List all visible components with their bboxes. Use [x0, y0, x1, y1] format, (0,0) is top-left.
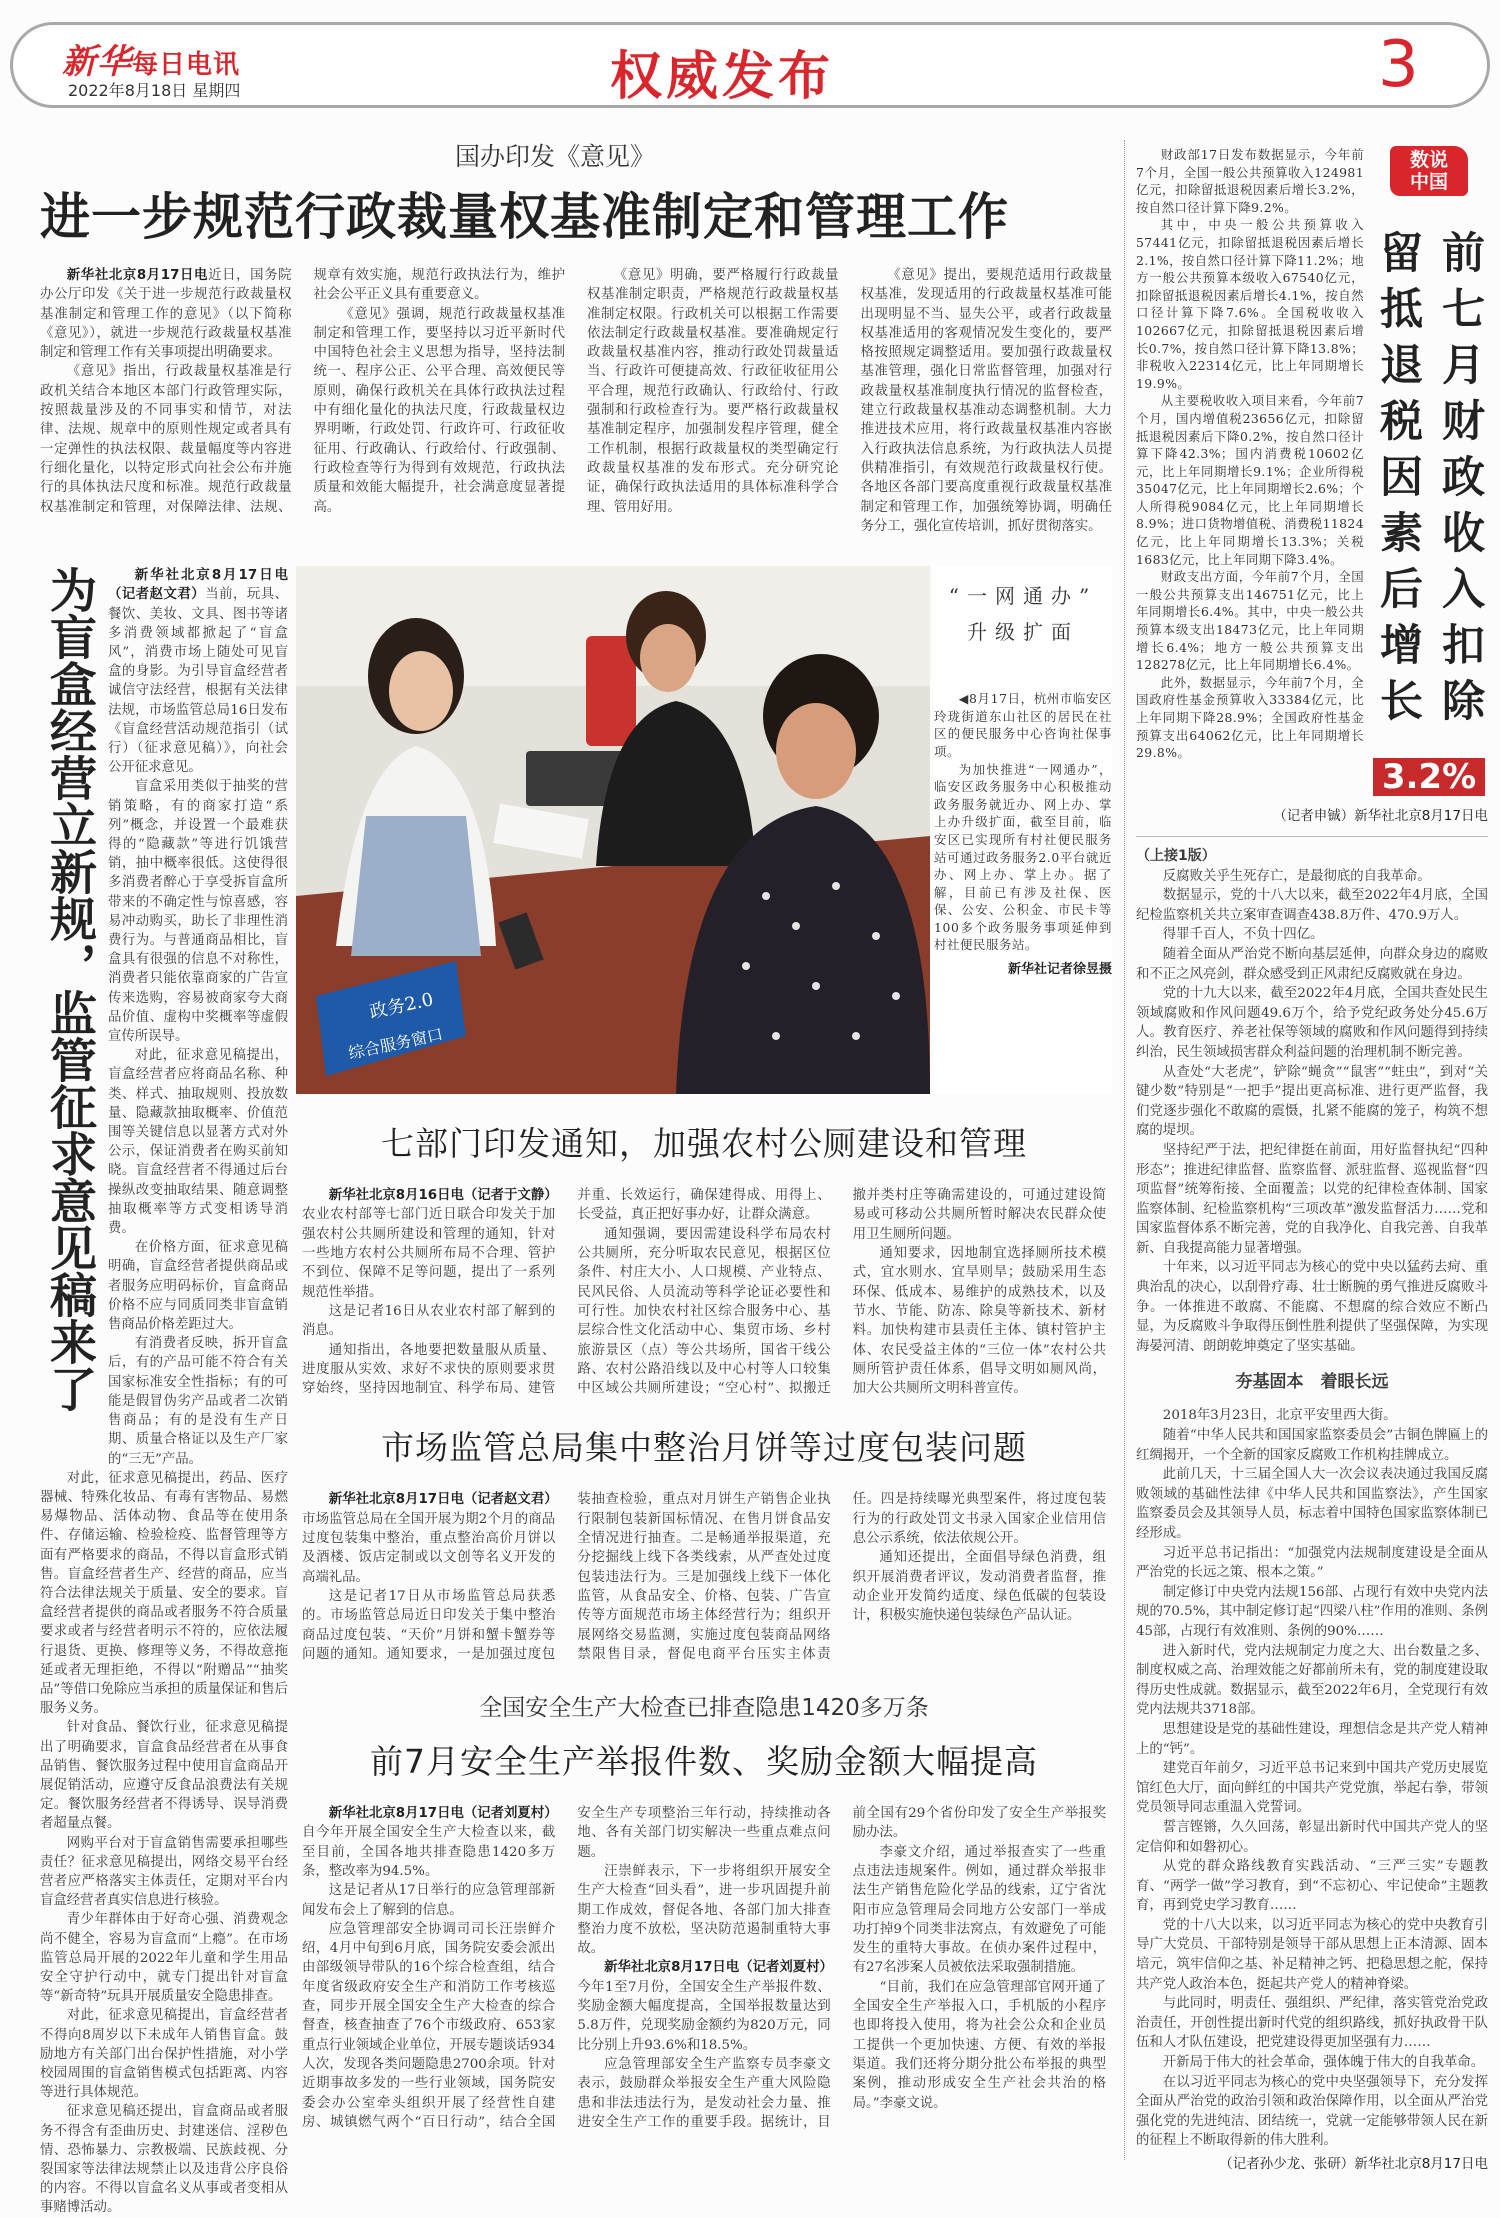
paragraph-text: 《意见》提出，要规范适用行政裁量权基准，发现适用的行政裁量权基准可能出现明显不当、显失公平，或者行政裁量权基准适用的客观情况发生变化的，要严格按照规定调整适用。要加强行政裁量权基准管理，强化日常监督管理，加强对行政裁量权基准制度执行情况的监督检查，建立行政裁量权基准动态调整机制。大力推进技术应用，将行政裁量权基准内容嵌入行政执法信息系统，为行政执法人员提供精准指引，有效规范行政裁量权行使。各地区各部门要高度重视行政裁量权基准制定和管理工作，加强统筹协调，明确任务分工，强化宣传培训，抓好贯彻落实。 — [860, 268, 1112, 534]
paragraph-text: 针对食品、餐饮行业，征求意见稿提出了明确要求，盲盒食品经营者在从事食品销售、餐饮服务过程中使用盲盒商品开展促销活动，应遵守反食品浪费法有关规定。餐饮服务经营者不得诱导、误导消费者超量点餐。 — [40, 1720, 288, 1832]
paragraph-text: 为加快推进“一网通办”，临安区政务服务中心积极推动政务服务就近办、网上办、掌上办升级扩面，截至目前，临安区已实现所有村社便民服务站可通过政务服务2.0平台就近办、网上办、掌上办。据了解，目前已有涉及社保、医保、公安、公积金、市民卡等100多个政务服务事项延伸到村社便民服务站。 — [934, 761, 1112, 953]
paragraph — [1136, 392, 1364, 568]
paragraph-text: 十年来，以习近平同志为核心的党中央以猛药去疴、重典治乱的决心，以刮骨疗毒、壮士断腕的勇气推进反腐败斗争。一体推进不敢腐、不能腐、不想腐的综合效应不断凸显，为反腐败斗争取得压倒性胜利提供了坚强保障，为实现海晏河清、朗朗乾坤奠定了坚实基础。 — [1136, 1260, 1488, 1354]
finance-highlight-figure: 3.2% — [1373, 758, 1485, 796]
paragraph-text: 誓言铿锵，久久回荡，彰显出新时代中国共产党人的坚定信仰和如磐初心。 — [1136, 1819, 1488, 1855]
paragraph — [853, 1978, 1106, 2113]
paragraph — [1136, 1994, 1488, 2053]
paragraph — [1136, 1426, 1488, 1465]
paragraph-text: 通知还提出，全面倡导绿色消费，组织开展消费者评议，发动消费者监督，推动企业开发简约适度、绿色低碳的包装设计，积极实施快递包装绿色产品认证。 — [852, 1550, 1106, 1624]
photo-credit: 新华社记者徐昱摄 — [1007, 962, 1112, 978]
paragraph-text: ◀8月17日，杭州市临安区玲珑街道东山社区的居民在社区的便民服务中心咨询社保事项。 — [934, 691, 1112, 759]
paragraph-text: 这是记者从17日举行的应急管理部新闻发布会上了解到的信息。 — [302, 1883, 556, 1918]
stamp-line: 数说 — [1409, 149, 1448, 171]
paragraph-text: “目前，我们在应急管理部官网开通了全国安全生产举报入口，手机版的小程序也即将投入使用，将为社会公众和企业员工提供一个更加快速、方便、有效的举报渠道。我们还将分期分批公布举报的典型案例，推动形成安全生产社会共治的格局。”李豪文说。 — [852, 1979, 1106, 2111]
paragraph-text: 《意见》指出，行政裁量权基准是行政机关结合本地区本部门行政管理实际，按照裁量涉及的不同事实和情节，对法律、法规、规章中的原则性规定或者具有一定弹性的执法权限、裁量幅度等内容进行细化量化，以特定形式向社会公布并施行的具体执法尺度和标准。规范行政裁量权基准制定和管理，对保障法律、法规、规章有效实施，规范行政执法行为，维护社会公平正义具有重要意义。 — [40, 268, 565, 515]
paragraph-text: 在价格方面，征求意见稿明确，盲盒经营者提供商品或者服务应明码标价，盲盒商品价格不应与同质同类非盲盒销售商品价格差距过大。 — [108, 1240, 288, 1333]
mooncake-body — [302, 1490, 1106, 1664]
paragraph — [1136, 867, 1488, 887]
paragraph — [1136, 1465, 1488, 1543]
paragraph — [40, 1718, 288, 1833]
article1-headline: 进一步规范行政裁量权基准制定和管理工作 — [40, 187, 1009, 246]
paragraph — [1136, 2053, 1488, 2073]
paragraph — [40, 1469, 288, 1719]
paragraph-text: 应急管理部安全生产监察专员李豪文表示，鼓励群众举报安全生产重大风险隐患和非法违法行为，是发动社会力量、推进安全生产工作的重要手段。据统计，目前全国有29个省份印发了安全生产举报奖励办法。 — [577, 1806, 1106, 2130]
paragraph-text: 得罪千百人，不负十四亿。 — [1162, 927, 1324, 943]
finance-credit: （记者申铖）新华社北京8月17日电 — [1273, 808, 1488, 824]
paragraph-text: 建党百年前夕，习近平总书记来到中国共产党历史展览馆红色大厅，面向鲜红的中国共产党党旗，举起右拳，带领党员领导同志重温入党誓词。 — [1136, 1761, 1488, 1816]
logo-subtext: 每日电讯 — [132, 50, 241, 80]
dateline: 新华社北京8月17日电（记者刘夏村） — [604, 1960, 833, 1976]
paragraph-text: 青少年群体由于好奇心强、消费观念尚不健全，容易为盲盒而“上瘾”。在市场监管总局开展的2022年儿童和学生用品安全守护行动中，就专门提出针对盲盒等“新奇特”玩具开展质量安全隐患排查。 — [40, 1912, 288, 2005]
paragraph-text: 农业农村部等七部门近日联合印发关于加强农村公共厕所建设和管理的通知，针对一些地方农村公共厕所布局不合理、管护不到位、保障不足等问题，提出了一系列规范性举措。 — [302, 1207, 556, 1300]
continued-label: （上接1版） — [1136, 848, 1216, 864]
paragraph — [1136, 925, 1488, 945]
paragraph — [314, 305, 566, 517]
dateline: 新华社北京8月17日电（记者赵文君） — [328, 1492, 558, 1508]
paragraph — [1136, 1141, 1488, 1259]
divider — [1136, 836, 1488, 837]
finance-body — [1136, 146, 1364, 762]
section-title: 权威发布 — [610, 46, 835, 107]
paragraph-text: 进入新时代，党内法规制定力度之大、出台数量之多、制度权威之高、治理效能之好都前所未有，党的制度建设取得历史性成就。数据显示，截至2022年6月，全党现行有效党内法规共3718部。 — [1136, 1643, 1488, 1718]
paragraph-text: 从查处“大老虎”，铲除“蝇贪”“鼠害”“蛀虫”，到对“关键少数”特别是“一把手”提出更高标准、进行更严监督，我们党逐步强化不敢腐的震慑，扎紧不能腐的笼子，构筑不想腐的堤坝。 — [1136, 1064, 1488, 1139]
photo-caption — [934, 566, 1112, 1094]
paragraph — [1136, 1063, 1488, 1141]
finance-headline-line1: 前七月财政收入扣除 — [1435, 230, 1485, 734]
paragraph — [1136, 1720, 1488, 1759]
paragraph — [934, 761, 1112, 955]
paragraph — [40, 1834, 288, 1911]
paragraph — [577, 1958, 833, 2054]
paragraph — [40, 2102, 288, 2217]
caption-body — [934, 690, 1112, 954]
article1-kicker: 国办印发《意见》 — [455, 142, 656, 171]
anticorruption-body-1 — [1136, 867, 1488, 1357]
paragraph — [1136, 2073, 1488, 2151]
toilet-headline: 七部门印发通知，加强农村公厕建设和管理 — [381, 1124, 1027, 1164]
paragraph — [1136, 984, 1488, 1062]
paragraph — [1136, 1818, 1488, 1857]
right-column — [1136, 146, 1488, 2175]
dateline: 新华社北京8月16日电（记者于文静） — [328, 1188, 558, 1204]
anticorruption-body-2 — [1136, 1406, 1488, 2151]
paragraph — [1136, 886, 1488, 925]
dateline: 新华社北京8月17日电（记者赵文君） — [108, 568, 288, 603]
paragraph-text: 《意见》强调，规范行政裁量权基准制定和管理工作，要坚持以习近平新时代中国特色社会主义思想为指导，坚持法制统一、程序公正、公平合理、高效便民等原则，确保行政机关在具体行政执法过程中有细化量化的执法尺度，行政裁量权边界明晰，行政处罚、行政许可、行政征收征用、行政确认、行政给付、行政强制、行政检查等行为得到有效规范，行政执法质量和效能大幅提升，社会满意度显著提高。 — [313, 306, 565, 515]
finance-headline — [1375, 230, 1483, 750]
paragraph-text: 当前，玩具、餐饮、美妆、文具、图书等诸多消费领域都掀起了“盲盒风”，消费市场上随处可见盲盒的身影。为引导盲盒经营者诚信守法经营，根据有关法律法规，市场监管总局16日发布《盲盒经营活动规范指引（试行）（征求意见稿）》，向社会公开征求意见。 — [108, 587, 289, 776]
paragraph-text: 党的十八大以来，以习近平同志为核心的党中央教育引导广大党员、干部特别是领导干部从思想上正本清源、固本培元，筑牢信仰之基、补足精神之钙、把稳思想之舵，保持共产党人政治本色，挺起共产党人的精神脊梁。 — [1136, 1917, 1488, 1992]
middle-column — [296, 566, 1112, 2132]
caption-title — [934, 578, 1112, 650]
paragraph-text: 市场监管总局在全国开展为期2个月的商品过度包装集中整治，重点整治高价月饼以及酒楼、饭店定制或以文创等名义开发的高端礼品。 — [302, 1511, 556, 1585]
logo-text: 新华 — [62, 42, 132, 82]
paragraph — [1136, 568, 1364, 674]
paragraph-text: 网购平台对于盲盒销售需要承担哪些责任？征求意见稿提出，网络交易平台经营者应严格落实主体责任，定期对平台内盲盒经营者真实信息进行核验。 — [40, 1835, 288, 1909]
anticorruption-credit: （记者孙少龙、张研）新华社北京8月17日电 — [1219, 2156, 1488, 2172]
dateline: 新华社北京8月17日电 — [66, 268, 209, 283]
paragraph-text: 2018年3月23日，北京平安里西大街。 — [1162, 1408, 1397, 1424]
mooncake-headline: 市场监管总局集中整治月饼等过度包装问题 — [381, 1428, 1027, 1468]
paragraph-text: 盲盒采用类似于抽奖的营销策略，有的商家打造“系列”概念，并设置一个最难获得的“隐藏款”等进行饥饿营销，抽中概率很低。这使得很多消费者醉心于享受拆盲盒所带来的不确定性与惊喜感，容易冲动购买，助长了非理性消费行为。与普通商品相比，盲盒具有很强的信息不对称性，消费者只能依靠商家的广告宣传来选购，容易被商家夸大商品价值、虚构中奖概率等虚假宣传所误导。 — [108, 779, 288, 1045]
sign-text: 综合服务窗口 — [346, 1024, 445, 1064]
paragraph-text: 制定修订中央党内法规156部、占现行有效中央党内法规的70.5%，其中制定修订起“四梁八柱”作用的准则、条例45部，占现行有效准则、条例的90%…… — [1136, 1584, 1488, 1639]
finance-headline-line2: 留抵退税因素后增长 — [1373, 230, 1423, 734]
paragraph-text: 对此，征求意见稿提出，盲盒经营者不得向8周岁以下未成年人销售盲盒。鼓励地方有关部门出台保护性措施，对小学校园周围的盲盒销售模式包括距离、内容等进行具体规范。 — [40, 2008, 288, 2101]
lower-area — [40, 566, 1112, 2217]
paragraph-text: 在以习近平同志为核心的党中央坚强领导下，充分发挥全面从严治党的政治引领和政治保障作用，以全面从严治党强化党的先进纯洁、团结统一，党就一定能够带领人民在新的征程上不断取得新的伟大胜利。 — [1136, 2074, 1488, 2149]
paragraph-text: 其中，中央一般公共预算收入57441亿元，扣除留抵退税因素后增长2.1%，按自然口径计算下降11.2%；地方一般公共预算本级收入67540亿元，扣除留抵退税因素后增长4.1%，按自然口径计算下降7.6%。全国税收收入102667亿元，扣除留抵退税因素后增长0.7%，按自然口径计算下降13.8%；非税收入22314亿元，比上年同期增长19.9%。 — [1136, 217, 1364, 391]
safety-article — [296, 1692, 1112, 2132]
paragraph-text: 开新局于伟大的社会革命，强体魄于伟大的自我革命。 — [1162, 2055, 1485, 2071]
paragraph — [853, 1843, 1106, 1978]
newspaper-logo — [62, 34, 240, 83]
paragraph-text: 这是记者17日从市场监管总局获悉的。市场监管总局近日印发关于集中整治商品过度包装、“天价”月饼和蟹卡蟹券等问题的通知。通知要求，一是加强过度包装抽查检验，重点对月饼生产销售企业执行限制包装新国标情况、在售月饼食品安全情况进行抽查。二是畅通举报渠道，充分挖掘线上线下各类线索，从严查处过度包装违法行为。三是加强线上线下一体化监管，从食品安全、价格、包装、广告宣传等方面规范市场主体经营行为；组织开展网络交易监测，实施过度包装商品网络禁限售目录，督促电商平台压实主体责任。四是持续曝光典型案件，将过度包装行为的行政处罚文书录入国家企业信用信息公示系统，依法依规公开。 — [302, 1492, 1106, 1662]
paragraph — [577, 1862, 830, 1958]
paragraph — [587, 266, 839, 517]
issue-date: 2022年8月18日 星期四 — [68, 81, 241, 100]
paragraph — [40, 266, 292, 362]
paragraph-text: 此前几天，十三届全国人大一次会议表决通过我国反腐败领域的基础性法律《中华人民共和国监察法》，产生国家监察委员会及其领导人员，标志着中国特色国家监察体制已经形成。 — [1136, 1467, 1488, 1541]
toilet-body — [302, 1186, 1106, 1398]
paragraph — [1136, 945, 1488, 984]
paragraph-text: 通知指出，各地要把数量服从质量、进度服从实效、求好不求快的原则要求贯穿始终，坚持因地制宜、科学布局、建管并重、长效运行，确保建得成、用得上、长受益，真正把好事办好，让群众满意。 — [302, 1188, 831, 1397]
paragraph-text: 李豪文介绍，通过举报查实了一些重点违法违规案件。例如，通过群众举报非法生产销售危险化学品的线索，辽宁省沈阳市应急管理局会同地方公安部门一举成功打掉9个同类非法窝点，有效避免了可能发生的重特大事故。在侦办案件过程中，有27名涉案人员被依法采取强制措施。 — [852, 1844, 1106, 1976]
paragraph-text: 财政部17日发布数据显示，今年前7个月，全国一般公共预算收入124981亿元，扣除留抵退税因素后增长3.2%，按自然口径计算下降9.2%。 — [1136, 147, 1364, 215]
column-divider — [1124, 140, 1125, 2160]
safety-body — [302, 1804, 1106, 2132]
stamp-line: 中国 — [1409, 171, 1448, 193]
safety-headline: 前7月安全生产举报件数、奖励金额大幅提高 — [370, 1742, 1038, 1782]
toilet-article — [296, 1122, 1112, 1398]
caption-title-line: “一网通办” — [948, 584, 1098, 609]
dateline: 新华社北京8月17日电（记者刘夏村） — [328, 1806, 558, 1822]
paragraph-text: 自今年开展全国安全生产大检查以来，截至目前，全国各地共排查隐患1420多万条，整改率为94.5%。 — [302, 1825, 556, 1879]
paragraph-text: 对此，征求意见稿提出，药品、医疗器械、特殊化妆品、有毒有害物品、易燃易爆物品、活体动物、食品等在使用条件、存储运输、检验检疫、监督管理等方面有严格要求的商品，不得以盲盒形式销售。盲盒经营者生产、经营的商品，应当符合法律法规关于质量、安全的要求。盲盒经营者提供的商品或者服务不符合质量要求或者与经营者明示不符的，应依法履行退货、更换、修理等义务，不得故意拖延或者无理拒绝，不得以“附赠品”“抽奖品”等借口免除应当承担的质量保证和售后服务义务。 — [40, 1470, 288, 1717]
paragraph-text: 习近平总书记指出：“加强党内法规制度建设是全面从严治党的长远之策、根本之策。” — [1136, 1545, 1488, 1581]
paragraph-text: 汪崇鲜表示，下一步将组织开展安全生产大检查“回头看”，进一步巩固提升前期工作成效，督促各地、各部门加大排查整治力度不放松，坚决防范遏制重特大事故。 — [577, 1863, 831, 1957]
paragraph-text: 近日，国务院办公厅印发《关于进一步规范行政裁量权基准制定和管理工作的意见》（以下简称《意见》），就进一步规范行政裁量权基准制定和管理工作有关事项提出明确要求。 — [40, 268, 292, 361]
paragraph — [1136, 1258, 1488, 1356]
paragraph-text: 数据显示，党的十八大以来，截至2022年4月底，全国纪检监察机关共立案审查调查438.8万件、470.9万人。 — [1136, 888, 1488, 923]
shushuo-zhongguo-stamp — [1390, 146, 1468, 196]
page-number: 3 — [1378, 28, 1419, 102]
paragraph — [1136, 1759, 1488, 1818]
paragraph-text: 思想建设是党的基础性建设，理想信念是共产党人精神上的“钙”。 — [1136, 1721, 1488, 1757]
paragraph-text: 《意见》明确，要严格履行行政裁量权基准制定职责，严格规范行政裁量权基准制定权限。行政机关可以根据工作需要依法制定行政裁量权基准。要准确规定行政裁量权基准内容，推动行政处罚裁量适当、行政许可便捷高效、行政征收征用公平合理，规范行政确认、行政给付、行政强制和行政检查行为。要严格行政裁量权基准制定程序，加强制发程序管理，健全工作机制，根据行政裁量权的类型确定行政裁量权基准的发布形式。充分研究论证，确保行政执法适用的具体标准科学合理、管用好用。 — [587, 268, 839, 515]
safety-subtitle: 全国安全生产大检查已排查隐患1420多万条 — [479, 1695, 929, 1722]
paragraph-text: 这是记者16日从农业农村部了解到的消息。 — [302, 1303, 556, 1339]
mooncake-article — [296, 1426, 1112, 1664]
paragraph — [1136, 146, 1364, 216]
paragraph-text: 从主要税收收入项目来看，今年前7个月，国内增值税23656亿元，扣除留抵退税因素后下降0.2%，按自然口径计算下降42.3%；国内消费税10602亿元，比上年同期增长9.1%；企业所得税35047亿元，比上年同期增长2.6%；个人所得税9084亿元，比上年同期增长8.9%；进口货物增值税、消费税11824亿元，比上年同期增长13.3%；关税1683亿元，比上年同期下降3.4%。 — [1136, 393, 1364, 567]
paragraph — [1136, 1406, 1488, 1426]
blindbox-article — [40, 566, 288, 2217]
paragraph — [1136, 1642, 1488, 1720]
photo-block — [296, 566, 1112, 1094]
paragraph-text: 财政支出方面，今年前7个月，全国一般公共预算支出146751亿元，比上年同期增长6.4%。其中，中央一般公共预算本级支出18473亿元，比上年同期增长6.4%；地方一般公共预算支出128278亿元，比上年同期增长6.4%。 — [1136, 569, 1364, 673]
finance-title-area — [1370, 146, 1488, 796]
blindbox-headline: 为盲盒经营立新规，监管征求意见稿来了 — [42, 566, 97, 1413]
paragraph-text: 有消费者反映，拆开盲盒后，有的产品可能不符合有关国家标准安全性指标；有的可能是假冒伪劣产品或者二次销售商品；有的是没有生产日期、质量合格证以及生产厂家的“三无”产品。 — [108, 1336, 288, 1467]
paragraph-text: 应急管理部安全协调司司长汪崇鲜介绍，4月中旬到6月底，国务院安委会派出由部级领导带队的16个综合检查组，结合年度省级政府安全生产和消防工作考核巡查，同步开展全国安全生产大检查的综合督查，核查抽查了76个市级政府、653家重点行业领域企业单位，开展专题谈话934人次，发现各类问题隐患2700余项。针对近期事故多发的一些行业领域，国务院安委会办公室牵头组织开展了经营性自建房、城镇燃气两个“百日行动”，结合全国安全生产专项整治三年行动，持续推动各地、各有关部门切实解决一些重点难点问题。 — [302, 1806, 831, 2130]
paragraph-text: 反腐败关乎生死存亡，是最彻底的自我革命。 — [1162, 868, 1431, 884]
paragraph — [302, 1186, 558, 1302]
photo-illustration — [296, 566, 930, 1094]
paragraph — [1136, 1857, 1488, 1916]
paragraph-text: 党的十九大以来，截至2022年4月底，全国共查处民生领域腐败和作风问题49.6万个，给予党纪政务处分45.6万人。教育医疗、养老社保等领域的腐败和作风问题得到持续纠治，民生领域损害群众利益问题的治理机制不断完善。 — [1136, 986, 1488, 1060]
paragraph — [1136, 1583, 1488, 1642]
article1-body — [40, 266, 1112, 536]
paragraph-text: 与此同时，明责任、强组织、严纪律，落实管党治党政治责任，开创性提出新时代党的组织路线，抓好执政骨干队伍和人才队伍建设，把党建设得更加坚强有力…… — [1136, 1996, 1488, 2051]
paragraph-text: 随着全面从严治党不断向基层延伸，向群众身边的腐败和不正之风亮剑，群众感受到正风肃纪反腐败就在身边。 — [1136, 946, 1488, 982]
paragraph — [1136, 1544, 1488, 1583]
paragraph-text: 随着“中华人民共和国国家监察委员会”古铜色牌匾上的红绸揭开，一个全新的国家反腐败工作机构挂牌成立。 — [1136, 1428, 1488, 1463]
paragraph-text: 对此，征求意见稿提出，盲盒经营者应将商品名称、种类、样式、抽取规则、投放数量、隐藏款抽取概率、价值范围等关键信息以显著方式对外公示，保证消费者在购买前知晓。盲盒经营者不得通过后台操纵改变抽取结果、随意调整抽取概率等方式变相诱导消费。 — [108, 1048, 288, 1237]
main-area — [40, 140, 1112, 2218]
paragraph — [1136, 1916, 1488, 1994]
paragraph-text: 今年1至7月份，全国安全生产举报件数、奖励金额大幅度提高，全国举报数量达到5.8万件，兑现奖励金额约为820万元，同比分别上升93.6%和18.5%。 — [577, 1979, 831, 2053]
paragraph-text: 通知强调，要因需建设科学布局农村公共厕所，充分听取农民意见，根据区位条件、村庄大小、人口规模、产业特点、民风民俗、人员流动等科学论证必要性和可行性。加快农村社区综合服务中心、基层综合性文化活动中心、集贸市场、乡村旅游景区（点）等公共场所，国省干线公路、农村公路沿线以及中心村等人口较集中区域公共厕所建设；“空心村”、拟搬迁撤并类村庄等确需建设的，可通过建设简易或可移动公共厕所暂时解决农民群众使用卫生厕所问题。 — [577, 1188, 1106, 1397]
paragraph — [302, 1804, 558, 1881]
caption-title-line: 升级扩面 — [967, 620, 1079, 645]
news-photo — [296, 566, 930, 1094]
banner — [586, 636, 636, 746]
paragraph — [861, 266, 1113, 536]
anticorruption-article — [1136, 847, 1488, 2175]
paragraph — [302, 1881, 555, 1920]
paragraph-text: 坚持纪严于法，把纪律挺在前面，用好监督执纪“四种形态”；推进纪律监督、监察监督、派驻监督、巡视监督“四项监督”统筹衔接、全面覆盖；以党的纪律检查体制、国家监察体制、纪检监察机构“三项改革”激发监督活力……党和国家监督体系不断完善，党的自我净化、自我完善、自我革新、自我提高能力显著增强。 — [1136, 1142, 1488, 1256]
paragraph — [853, 1244, 1106, 1398]
paragraph-text: 通知要求，因地制宜选择厕所技术模式，宜水则水、宜旱则旱；鼓励采用生态环保、低成本、易维护的成熟技术，以及节水、节能、防冻、除臭等新技术、新材料。加快构建市县责任主体、镇村管护主体、农民受益主体的“三位一体”农村公共厕所管护责任体系，倡导文明如厕风尚，加大公共厕所文明科普宣传。 — [852, 1246, 1106, 1397]
paragraph — [934, 690, 1112, 760]
finance-box — [1136, 146, 1488, 796]
paragraph — [40, 1910, 288, 2006]
paragraph — [302, 1490, 558, 1586]
paragraph — [853, 1548, 1106, 1625]
paragraph-text: 此外，数据显示，今年前7个月，全国政府性基金预算收入33384亿元，比上年同期下降28.9%；全国政府性基金预算支出64062亿元，比上年同期增长29.8%。 — [1136, 674, 1364, 761]
sign-text: 政务2.0 — [367, 989, 436, 1024]
paragraph-text: 从党的群众路线教育实践活动、“三严三实”专题教育、“两学一做”学习教育，到“不忘初心、牢记使命”主题教育，再到党史学习教育…… — [1136, 1859, 1488, 1914]
anticorruption-subheading: 夯基固本 着眼长远 — [1235, 1372, 1389, 1393]
paragraph — [1136, 216, 1364, 392]
paragraph — [40, 2006, 288, 2102]
paragraph — [302, 1302, 555, 1341]
paragraph-text: 征求意见稿还提出，盲盒商品或者服务不得含有歪曲历史、封建迷信、淫秽色情、恐怖暴力、宗教极端、民族歧视、分裂国家等法律法规禁止以及违背公序良俗的内容。不得以盲盒名义从事或者变相从事赌博活动。 — [40, 2104, 288, 2216]
paragraph — [1136, 674, 1364, 762]
